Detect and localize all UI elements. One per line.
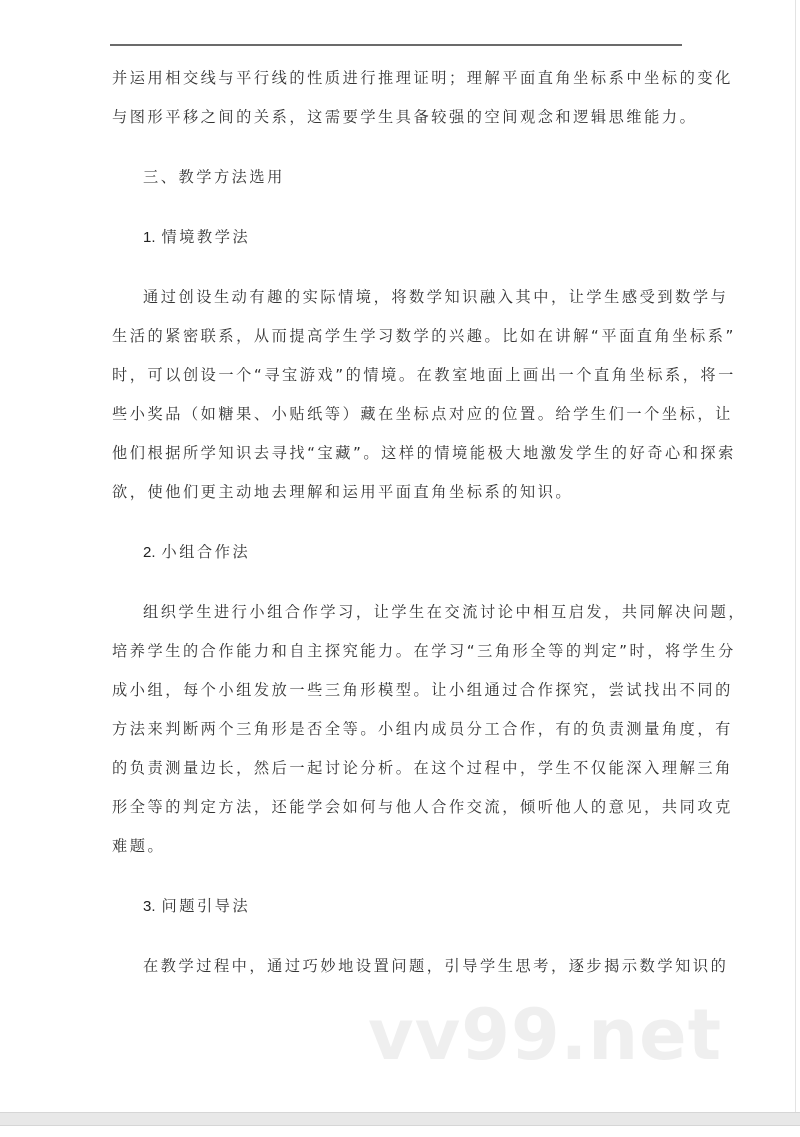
paragraph-line: 在教学过程中，通过巧妙地设置问题，引导学生思考，逐步揭示数学知识的 — [143, 957, 729, 975]
paragraph-line: 组织学生进行小组合作学习，让学生在交流讨论中相互启发，共同解决问题， — [143, 603, 747, 621]
header-rule — [110, 44, 682, 46]
section-heading: 三、教学方法选用 — [143, 168, 285, 186]
method-heading-3 — [112, 889, 684, 928]
paragraph-line: 成小组，每个小组发放一些三角形模型。让小组通过合作探究，尝试找出不同的 — [112, 681, 733, 699]
paragraph-line: 难题。 — [112, 837, 166, 855]
paragraph-line: 与图形平移之间的关系，这需要学生具备较强的空间观念和逻辑思维能力。 — [112, 108, 698, 126]
document-body — [112, 61, 747, 988]
method-number: 3. — [143, 898, 156, 915]
watermark: vv99.net — [368, 994, 723, 1076]
paragraph-line: 的负责测量边长，然后一起讨论分析。在这个过程中，学生不仅能深入理解三角 — [112, 759, 733, 777]
paragraph-line: 培养学生的合作能力和自主探究能力。在学习“三角形全等的判定”时，将学生分 — [112, 642, 736, 660]
paragraph-line: 形全等的判定方法，还能学会如何与他人合作交流，倾听他人的意见，共同攻克 — [112, 798, 733, 816]
paragraph-line: 时，可以创设一个“寻宝游戏”的情境。在教室地面上画出一个直角坐标系，将一 — [112, 366, 736, 384]
paragraph-line: 方法来判断两个三角形是否全等。小组内成员分工合作，有的负责测量角度，有 — [112, 720, 733, 738]
method-title: 问题引导法 — [161, 897, 251, 915]
method-heading-1 — [112, 220, 684, 259]
paragraph-line: 生活的紧密联系，从而提高学生学习数学的兴趣。比如在讲解“平面直角坐标系” — [112, 327, 736, 345]
paragraph-line: 欲，使他们更主动地去理解和运用平面直角坐标系的知识。 — [112, 483, 574, 501]
page-separator — [0, 1112, 800, 1126]
paragraph-line: 并运用相交线与平行线的性质进行推理证明；理解平面直角坐标系中坐标的变化 — [112, 69, 733, 87]
paragraph-line: 他们根据所学知识去寻找“宝藏”。这样的情境能极大地激发学生的好奇心和探索 — [112, 444, 736, 462]
method-number: 2. — [143, 544, 156, 561]
method-title: 情境教学法 — [161, 228, 251, 246]
method-title: 小组合作法 — [161, 543, 251, 561]
paragraph-line: 通过创设生动有趣的实际情境，将数学知识融入其中，让学生感受到数学与 — [143, 288, 729, 306]
method-heading-2 — [112, 535, 684, 574]
method-number: 1. — [143, 229, 156, 246]
paragraph-line: 些小奖品（如糖果、小贴纸等）藏在坐标点对应的位置。给学生们一个坐标，让 — [112, 405, 733, 423]
